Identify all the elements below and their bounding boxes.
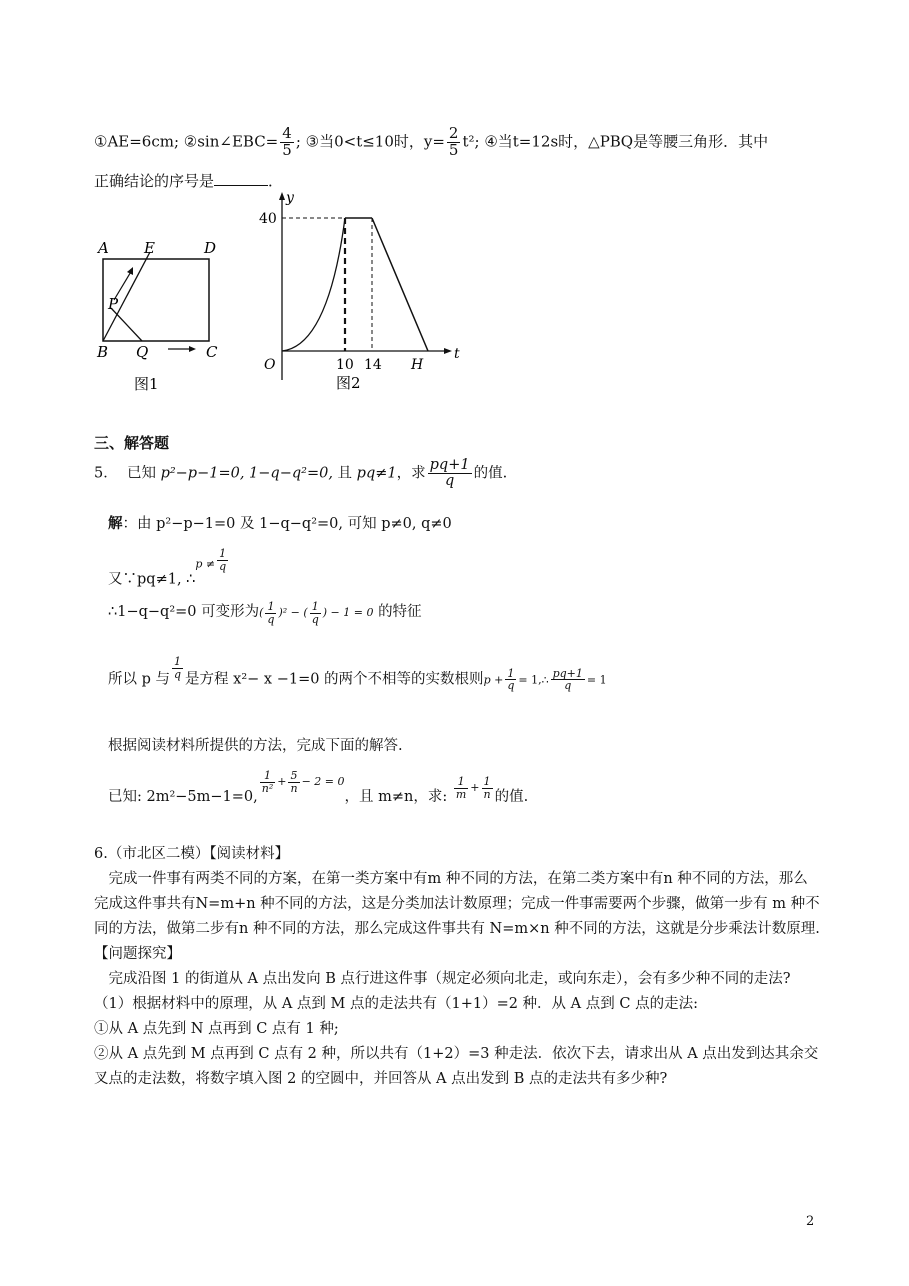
solution-text-2: 又∵pq≠1, ∴ [108, 571, 196, 588]
given-equation: 1 n² + 5 n − 2 = 0 [261, 769, 345, 795]
x-axis-label: t [454, 346, 460, 362]
q5-stmt-f: 的值. [473, 465, 508, 482]
q5-stmt-c: 且 [332, 465, 357, 482]
label-a: A [98, 239, 109, 257]
q5-fraction: $\frac{pq+1}{q}$ [429, 457, 470, 490]
answer-blank [214, 171, 268, 186]
q6-header: 6.（市北区二模）【阅读材料】 [94, 846, 290, 862]
decline-segment [372, 218, 428, 351]
label-c: C [206, 343, 218, 361]
rectangle-abcd [103, 259, 209, 341]
q5-stmt-a: 已知 [126, 465, 161, 482]
x-axis-arrow [444, 348, 452, 354]
q4-fraction-sin: $\frac{4}{5}$ [282, 124, 292, 159]
solution-text-3: ∴1−q−q²=0 可变形为 [108, 604, 260, 620]
figure-2 [248, 186, 468, 396]
q5-stmt-e: ，求 [396, 465, 426, 482]
given-text-a: 已知: 2m²−5m−1=0, [108, 789, 258, 806]
q4-text-part2: ; ③当0<t≤10时，y= [295, 132, 445, 151]
solution-2-fraction: $\frac{1}{q}$ [219, 547, 227, 573]
q5-stmt-b: p²−p−1=0, 1−q−q²=0, [160, 465, 333, 482]
figure-1 [90, 232, 230, 402]
figure-1-caption: 图1 [134, 375, 159, 393]
q4-line2-text: 正确结论的序号是 [94, 172, 215, 190]
q6-paragraph-5: ②从 A 点先到 M 点再到 C 点有 2 种，所以共有（1+2）=3 种走法．依次下去，请求出从 A 点出发到达其余交叉点的走法数，将数字填入图 2 的空圆中，并回答从 A 点出发到 B 点的走法共有多少种? [94, 1046, 819, 1087]
solution-text-4d: = 1,∴ [518, 673, 549, 687]
solution-text-4a: 所以 p 与 [108, 671, 170, 688]
transform-expression: ( $\frac{1}{q}$ )² − ( $\frac{1}{q}$ ) − 1 = 0 [259, 599, 374, 626]
curve-segment [282, 218, 345, 351]
y-tick-40: 40 [259, 211, 277, 227]
q5-solution-line2 [108, 548, 230, 589]
solution-label: 解 [108, 515, 123, 532]
solution-text-4c: p + [483, 673, 504, 687]
x-tick-10: 10 [336, 357, 354, 373]
point-h-label: H [411, 357, 424, 373]
y-axis-arrow [279, 192, 285, 200]
arrow-head-q [189, 346, 196, 352]
label-q: Q [136, 343, 149, 361]
q6-block [94, 842, 820, 1092]
given-text-l: 的值. [494, 789, 529, 806]
q4-line2-end: ． [268, 172, 284, 190]
q6-paragraph-1: 完成一件事有两类不同的方案，在第一类方案中有m 种不同的方法，在第二类方案中有n 种不同的方法，那么完成这件事共有N=m+n 种不同的方法，这是分类加法计数原理；完成一件事需要两个步骤，做第一步有 m 种不同的方法，做第二步有n 种不同的方法，那么完成这件事共有 N=m×n 种不同的方法，这就是分步乘法计数原理. [94, 871, 820, 937]
label-b: B [97, 343, 109, 361]
q4-fraction-y: $\frac{2}{5}$ [448, 124, 459, 159]
q5-given [108, 770, 528, 806]
section-title: 三、解答题 [94, 434, 170, 452]
y-axis-label: y [286, 190, 294, 206]
given-target: $\frac{1}{m}$ + $\frac{1}{n}$ [455, 775, 491, 801]
q5-statement [94, 458, 507, 489]
page-number: 2 [806, 1214, 815, 1229]
solution-text-4b: 是方程 x²− x −1=0 的两个不相等的实数根则 [185, 671, 484, 688]
q5-method: 根据阅读材料所提供的方法，完成下面的解答. [108, 738, 403, 754]
q6-paragraph-4: ①从 A 点先到 N 点再到 C 点有 1 种; [94, 1021, 339, 1037]
solution-2-lhs: p ≠ [195, 557, 216, 571]
q5-solution-line3 [108, 600, 422, 625]
q6-paragraph-2: 完成沿图 1 的街道从 A 点出发向 B 点行进这件事（规定必须向北走，或向东走），会有多少种不同的走法? [108, 971, 791, 987]
q5-stmt-d: pq≠1 [356, 465, 397, 482]
q5-number: 5． [94, 465, 118, 482]
solution-text-3-end: 的特征 [378, 604, 422, 620]
solution-text-1: ：由 p²−p−1=0 及 1−q−q²=0, 可知 p≠0, q≠0 [122, 516, 452, 532]
figure-2-caption: 图2 [336, 374, 361, 392]
label-p: P [108, 295, 119, 313]
q5-solution-line1 [108, 512, 452, 533]
x-tick-14: 14 [364, 357, 382, 373]
q4-line1 [94, 126, 768, 159]
q4-text-part1: ①AE=6cm; ②sin∠EBC= [94, 132, 279, 151]
label-e: E [144, 239, 155, 257]
solution-4-fraction-a: $\frac{1}{q}$ [174, 655, 182, 681]
q4-text-part3: t²; ④当t=12s时，△PBQ是等腰三角形．其中 [462, 132, 769, 151]
origin-label: O [264, 357, 276, 373]
solution-text-4g: = 1 [586, 673, 607, 687]
solution-4-fraction-c: $\frac{pq+1}{q}$ [552, 666, 583, 693]
q6-paragraph-3: （1）根据材料中的原理，从 A 点到 M 点的走法共有（1+1）=2 种．从 A 点到 C 点的走法: [94, 996, 698, 1012]
given-text-h: ，且 m≠n，求: [344, 789, 448, 806]
label-d: D [204, 239, 217, 257]
solution-4-fraction-b: $\frac{1}{q}$ [507, 666, 515, 693]
q5-solution-line4 [108, 656, 607, 692]
q6-explore-heading: 【问题探究】 [94, 946, 181, 962]
